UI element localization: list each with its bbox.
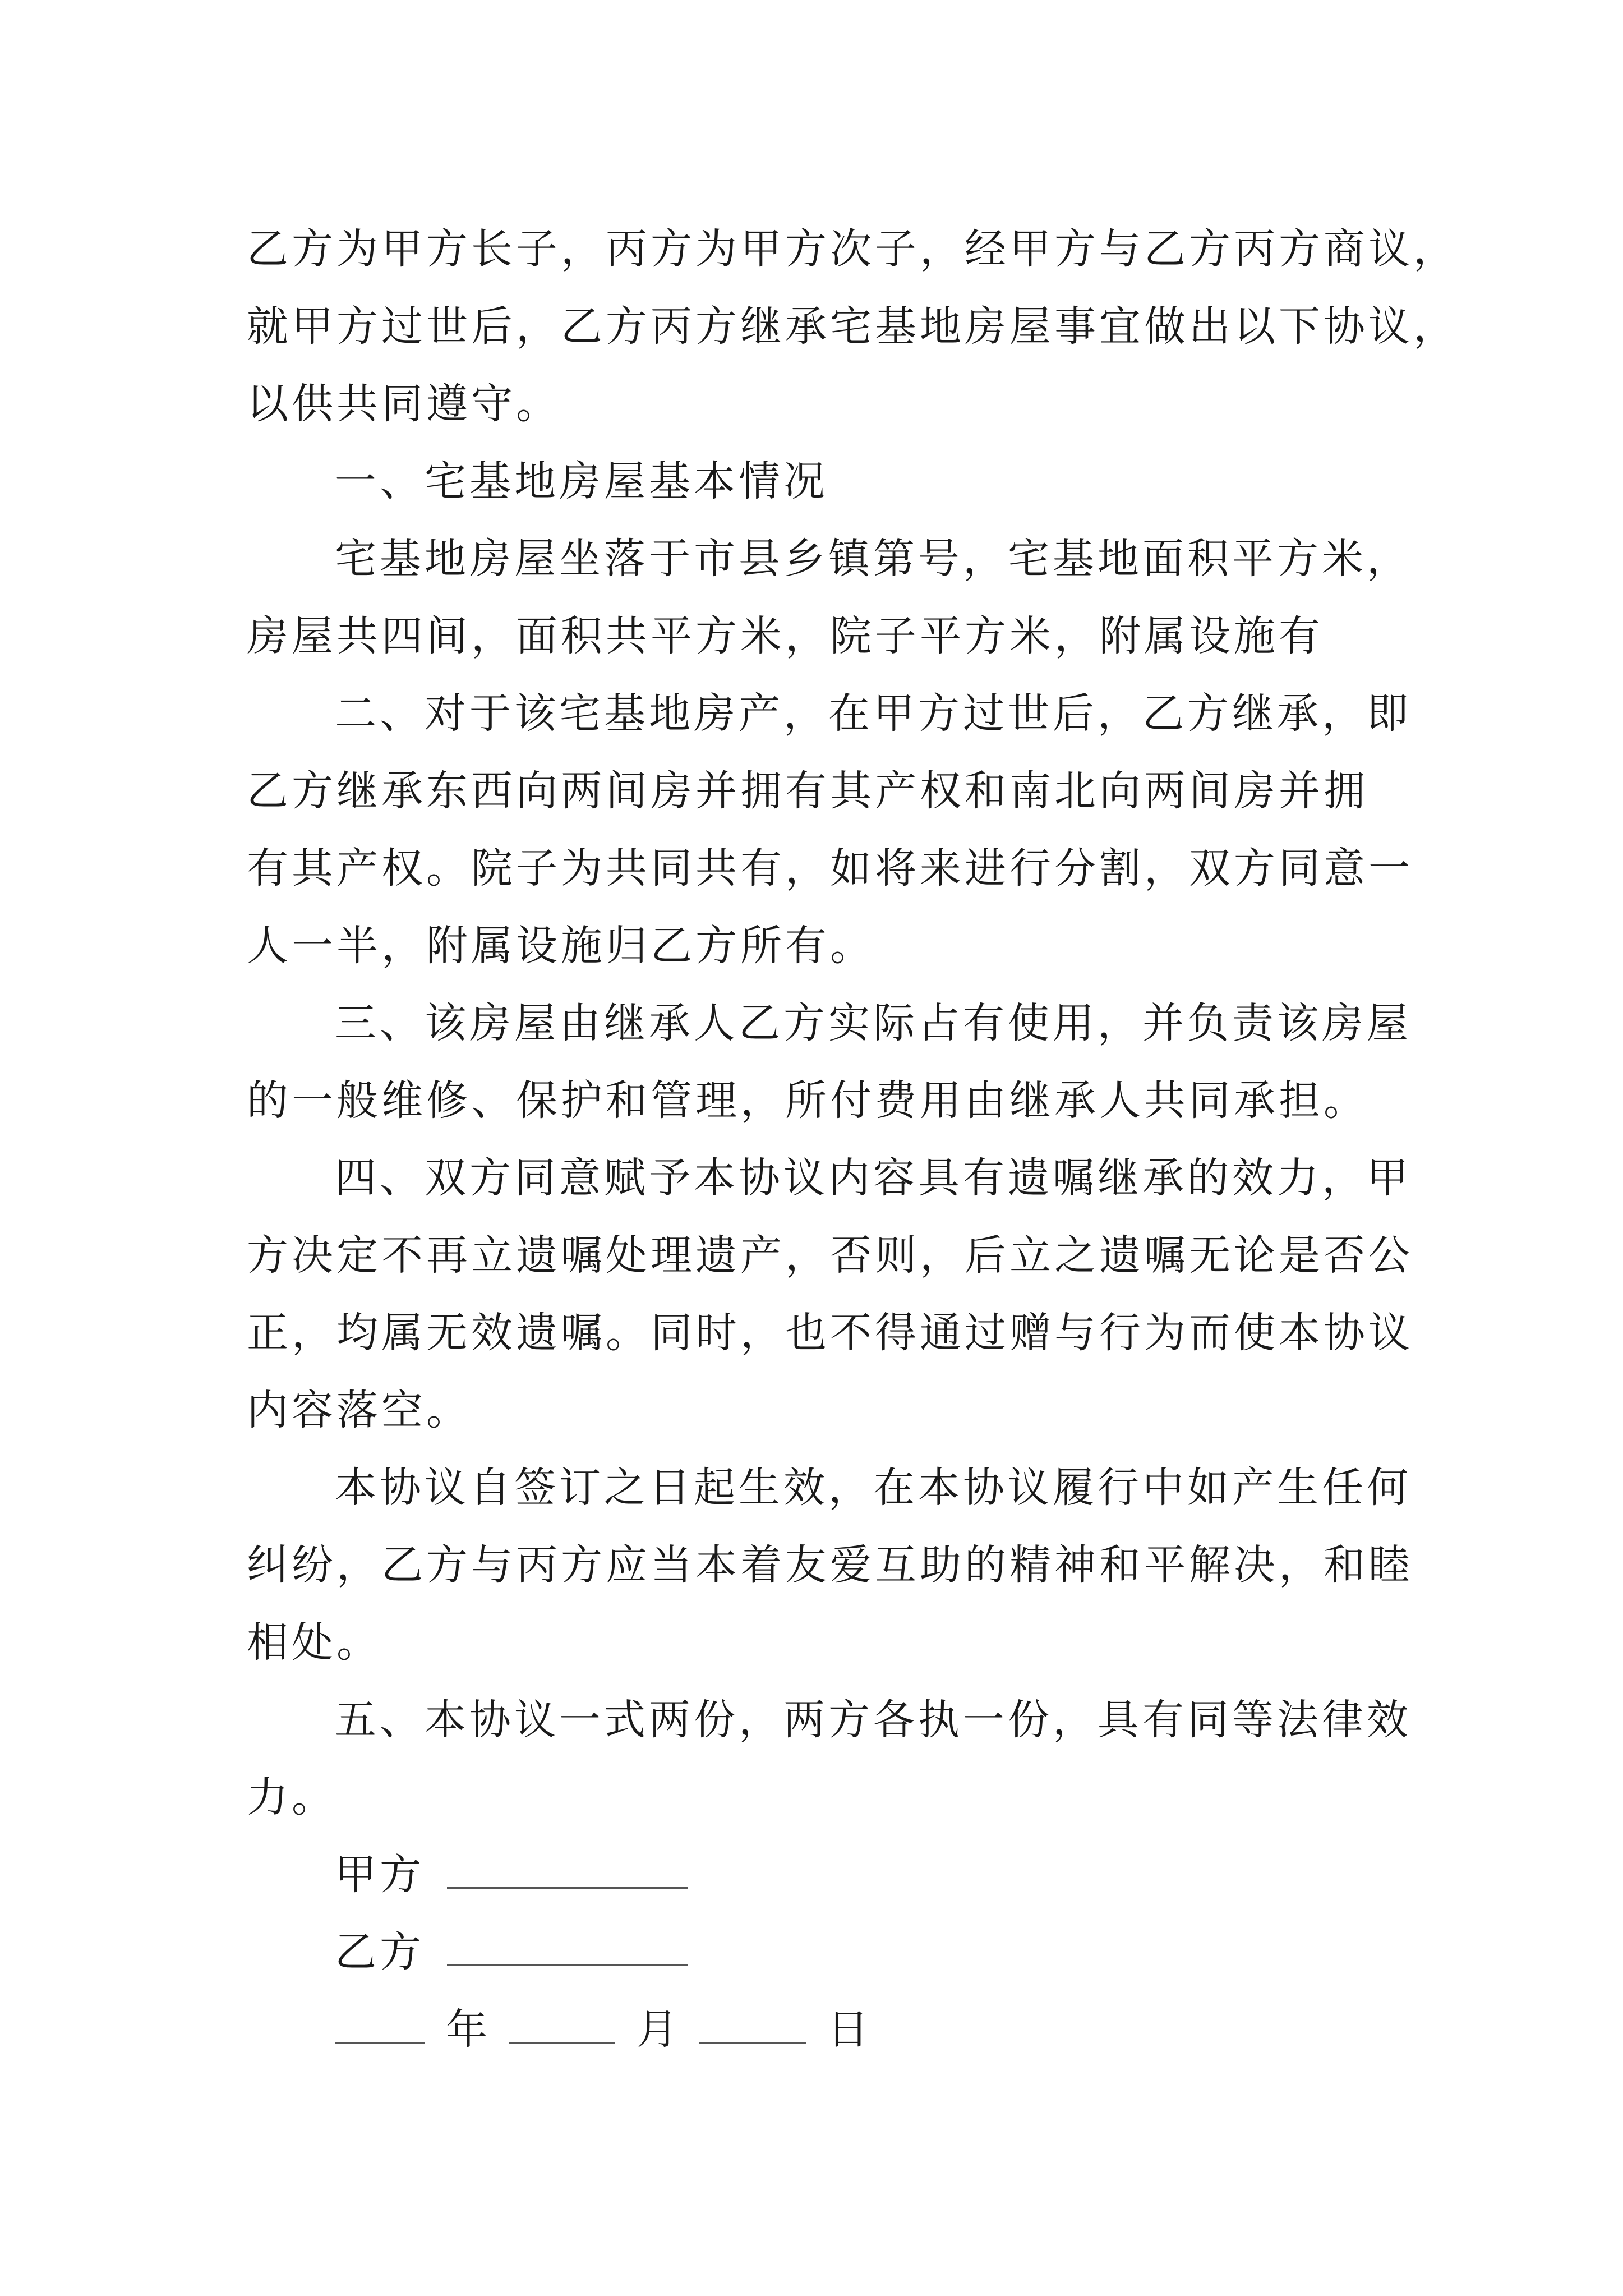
text-line: 乙方为甲方长子，丙方为甲方次子，经甲方与乙方丙方商议， [247,225,1458,273]
text-line: 五、本协议一式两份，两方各执一份，具有同等法律效 [335,1696,1412,1744]
year-label: 年 [446,2005,487,2054]
text-line: 宅基地房屋坐落于市县乡镇第号，宅基地面积平方米， [335,535,1412,583]
paragraph-clause-2 [247,675,1413,984]
signature-party-b [247,1913,1380,1991]
text-line: 纠纷，乙方与丙方应当本着友爱互助的精神和平解决，和睦 [247,1541,1413,1589]
text-line: 内容落空。 [247,1386,471,1434]
text-line: 三、该房屋由继承人乙方实际占有使用，并负责该房屋 [335,999,1412,1047]
text-line: 方决定不再立遗嘱处理遗产，否则，后立之遗嘱无论是否公 [247,1231,1413,1280]
paragraph-preamble [247,210,1458,443]
text-line: 以供共同遵守。 [247,380,561,428]
section-heading-1 [247,443,1380,520]
paragraph-clause-5 [247,1681,1412,1836]
text-line: 相处。 [247,1618,381,1667]
paragraph-property-details [247,520,1412,675]
party-a-signature-line [447,1853,688,1889]
text-line: 四、双方同意赋予本协议内容具有遗嘱继承的效力，甲 [335,1154,1412,1202]
day-label: 日 [827,2005,869,2054]
paragraph-clause-3 [247,984,1412,1139]
month-blank [509,2008,615,2044]
text-line: 有其产权。院子为共同共有，如将来进行分割，双方同意一 [247,844,1413,892]
party-a-label: 甲方 [335,1851,425,1899]
signing-date [247,1991,1380,2068]
text-line: 力。 [247,1773,336,1821]
text-line: 人一半，附属设施归乙方所有。 [247,922,875,970]
text-line: 正，均属无效遗嘱。同时，也不得通过赠与行为而使本协议 [247,1309,1413,1357]
day-blank [699,2008,806,2044]
agreement-body [247,210,1458,2068]
signature-party-a [247,1836,1380,1913]
party-b-signature-line [447,1931,688,1966]
paragraph-effectiveness [247,1449,1413,1681]
text-line: 房屋共四间，面积共平方米，院子平方米，附属设施有 [247,612,1324,660]
month-label: 月 [637,2005,678,2054]
text-line: 乙方继承东西向两间房并拥有其产权和南北向两间房并拥 [247,767,1368,815]
text-line: 的一般维修、保护和管理，所付费用由继承人共同承担。 [247,1076,1368,1125]
paragraph-clause-4 [247,1139,1413,1449]
year-blank [335,2008,425,2044]
text-line: 一、宅基地房屋基本情况 [335,457,828,505]
party-b-label: 乙方 [335,1928,425,1976]
text-line: 二、对于该宅基地房产，在甲方过世后，乙方继承，即 [335,689,1412,738]
text-line: 本协议自签订之日起生效，在本协议履行中如产生任何 [335,1464,1412,1512]
text-line: 就甲方过世后，乙方丙方继承宅基地房屋事宜做出以下协议， [247,302,1458,351]
